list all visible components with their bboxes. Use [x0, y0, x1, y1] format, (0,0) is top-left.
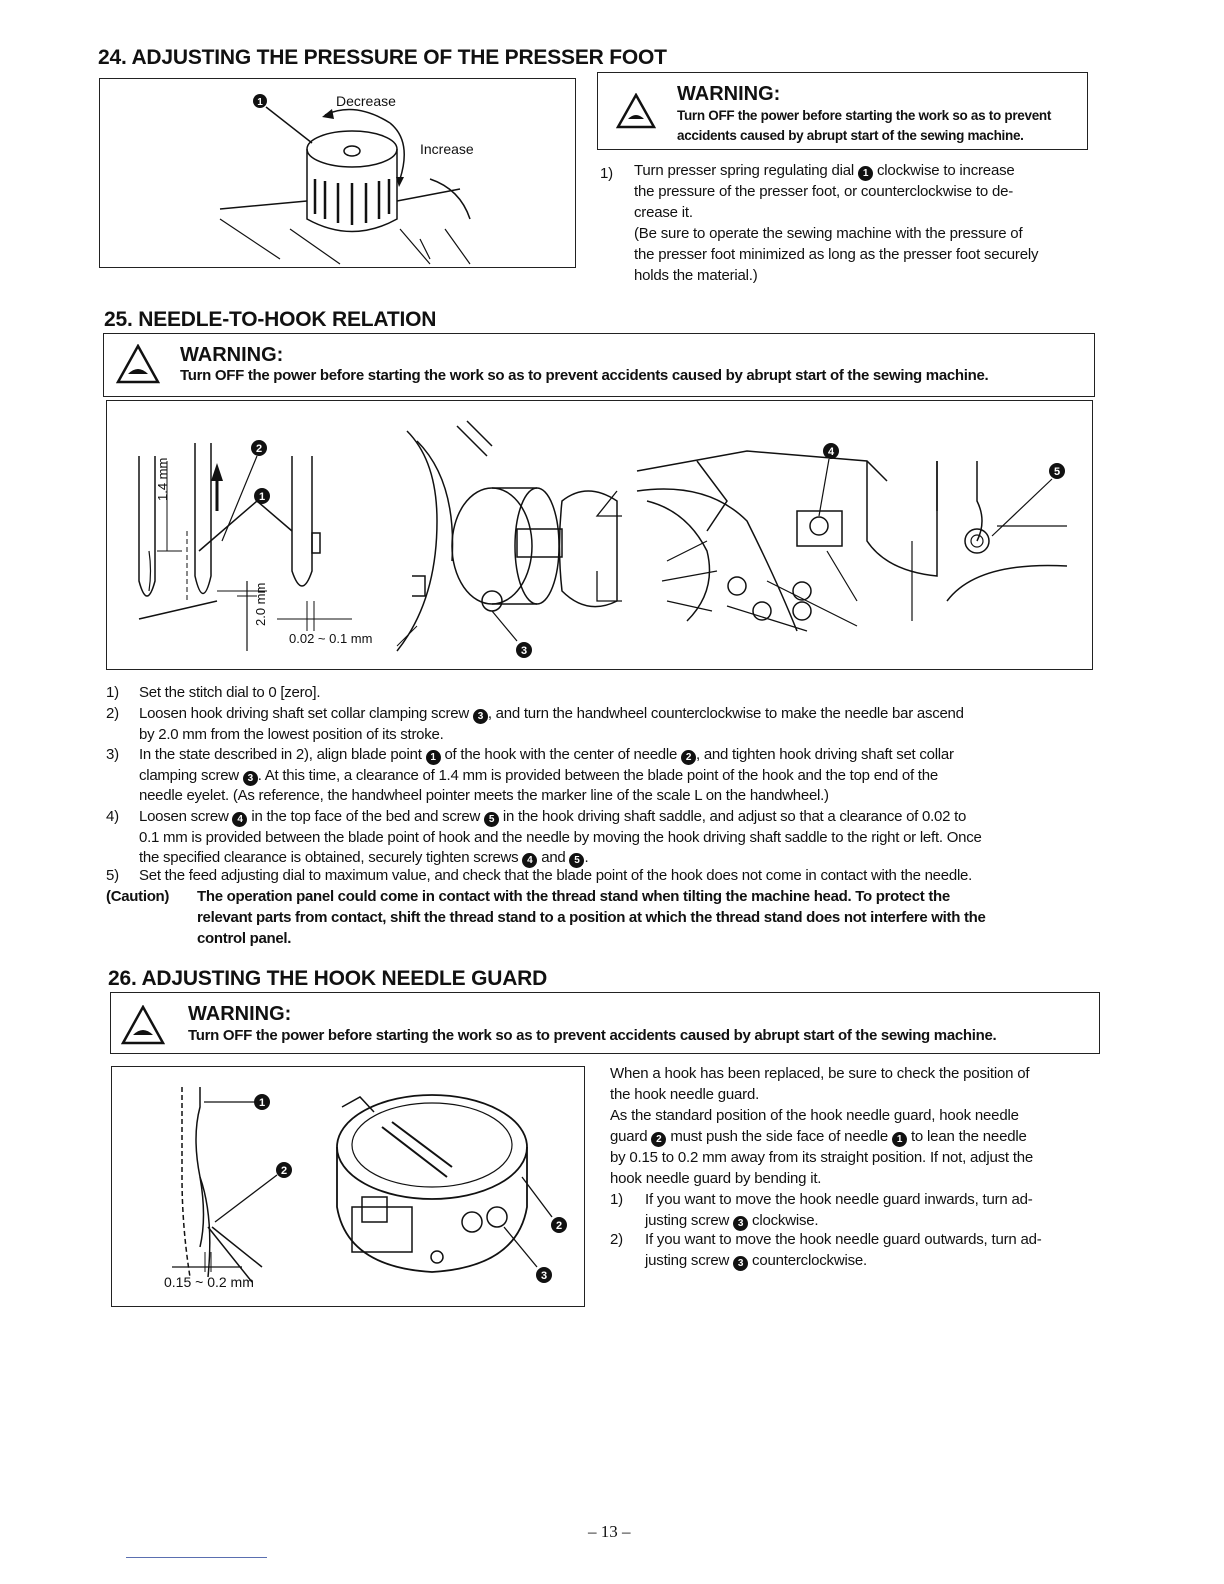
needle-guard-figure — [111, 1066, 585, 1307]
marker-1-icon: 1 — [892, 1132, 907, 1147]
section-26-heading: 26. ADJUSTING THE HOOK NEEDLE GUARD — [108, 967, 548, 990]
marker-3-icon: 3 — [733, 1216, 748, 1231]
warning-box-26 — [110, 992, 1100, 1054]
svg-text:2: 2 — [555, 1220, 563, 1232]
warning-box-24 — [597, 72, 1088, 150]
caution-line2: relevant parts from contact, shift the thread stand to a position at which the thread stand does not interfere with the — [197, 909, 986, 926]
warning-title: WARNING: — [677, 83, 781, 105]
bottom-rule — [126, 1557, 267, 1558]
marker-5-icon: 5 — [569, 853, 584, 868]
marker-2-icon: 2 — [651, 1132, 666, 1147]
dim-2-0mm-label: 2.0 mm — [253, 582, 268, 626]
warning-title: WARNING: — [188, 1003, 292, 1025]
marker-3-icon: 3 — [243, 771, 258, 786]
warning-text: Turn OFF the power before starting the work so as to prevent accidents caused by abrupt start of the sewing machine. — [180, 367, 989, 384]
marker-1-icon: 1 — [426, 750, 441, 765]
marker-2-icon: 2 — [681, 750, 696, 765]
page-number: – 13 – — [588, 1522, 631, 1541]
svg-text:5: 5 — [1053, 466, 1061, 478]
warning-text: Turn OFF the power before starting the work so as to prevent accidents caused by abrupt start of the sewing machine. — [188, 1027, 997, 1044]
svg-text:3: 3 — [520, 645, 528, 657]
step-24-text: Turn presser spring regulating dial 1 clockwise to increase the pressure of the presser foot, or counterclockwise to de- crease it. (Be sure to operate the sewing machine with the pressure of the presser foot minimized as long as the presser foot securely holds the material.) — [634, 162, 1039, 284]
warning-triangle-icon — [116, 344, 160, 384]
decrease-label: Decrease — [336, 93, 396, 109]
section-25-heading: 25. NEEDLE-TO-HOOK RELATION — [104, 308, 437, 331]
svg-text:1: 1 — [258, 491, 266, 503]
svg-text:2: 2 — [280, 1165, 288, 1177]
caution-line3: control panel. — [197, 930, 292, 947]
dim-clearance-label: 0.02 ~ 0.1 mm — [289, 631, 373, 646]
caution-line1: The operation panel could come in contact with the thread stand when tilting the machine head. To protect the — [197, 888, 950, 905]
marker-3-icon: 3 — [473, 709, 488, 724]
needle-hook-figure — [106, 400, 1093, 670]
section-24-heading: 24. ADJUSTING THE PRESSURE OF THE PRESSER FOOT — [98, 46, 667, 69]
svg-text:2: 2 — [255, 443, 263, 455]
warning-text-line1: Turn OFF the power before starting the work so as to prevent — [677, 108, 1052, 123]
presser-dial-figure — [99, 78, 576, 268]
warning-title: WARNING: — [180, 344, 284, 366]
warning-triangle-icon — [121, 1005, 165, 1045]
caution-label: (Caution) — [106, 888, 170, 905]
svg-text:3: 3 — [540, 1270, 548, 1282]
marker-5-icon: 5 — [484, 812, 499, 827]
step-24-number: 1) — [600, 165, 613, 182]
svg-text:4: 4 — [827, 446, 835, 458]
warning-triangle-icon — [616, 93, 656, 129]
marker-4-icon: 4 — [232, 812, 247, 827]
dim-0-15-label: 0.15 ~ 0.2 mm — [164, 1274, 254, 1290]
needle-hook-illustration — [107, 401, 1094, 671]
marker-4-icon: 4 — [522, 853, 537, 868]
svg-text:1: 1 — [257, 97, 263, 108]
warning-box-25 — [103, 333, 1095, 397]
warning-text-line2: accidents caused by abrupt start of the sewing machine. — [677, 128, 1024, 143]
needle-guard-illustration — [112, 1067, 586, 1308]
marker-3-icon: 3 — [733, 1256, 748, 1271]
dim-1-4mm-label: 1.4 mm — [155, 457, 170, 501]
section-26-paragraph: When a hook has been replaced, be sure to check the position of the hook needle guard. As the standard position of the hook needle guard, hook needle guard 2 must push the side face of needle 1 to lean the needle by 0.15 to 0.2 mm away from its straight position. If not, adjust the hook needle guard by bending it. — [610, 1065, 1034, 1187]
svg-text:1: 1 — [258, 1097, 266, 1109]
increase-label: Increase — [420, 141, 474, 157]
marker-1-icon: 1 — [858, 166, 873, 181]
